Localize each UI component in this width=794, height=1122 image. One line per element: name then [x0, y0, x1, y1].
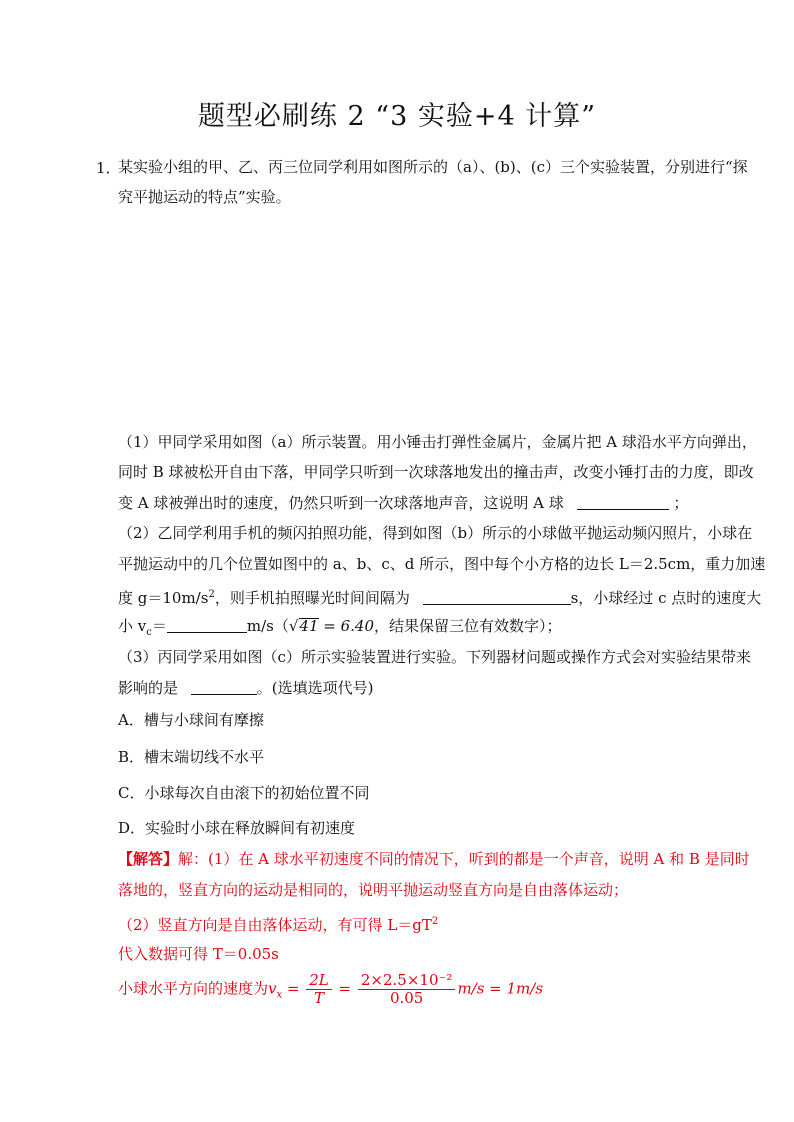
part3-line-2-end: 。(选填选项代号) — [256, 679, 374, 697]
part2-line-4-end: ，结果保留三位有效数字）； — [374, 617, 562, 635]
part3-line-2-text: 影响的是 — [118, 679, 179, 697]
answer-line-5 — [118, 972, 543, 1007]
part2-line-3-sup: 2 — [208, 589, 215, 600]
fraction-2-denominator: 0.05 — [389, 989, 424, 1007]
part2-line-2: 平抛运动中的几个位置如图中的 a、b、c、d 所示，图中每个小方格的边长 L＝2.5cm，重力加速 — [118, 555, 766, 573]
vx-symbol: v — [268, 979, 277, 998]
equals-1: = — [282, 979, 305, 998]
figure-placeholder-area — [118, 215, 698, 410]
fraction-1-numerator: 2L — [306, 972, 332, 990]
vx-subscript: x — [276, 989, 283, 1001]
part2-line-3-mid: ，则手机拍照曝光时间间隔为 — [214, 589, 410, 607]
equals-2: = — [333, 979, 356, 998]
page-title: 题型必刷练 2 “3 实验+4 计算” — [197, 101, 597, 132]
answer-line-1 — [118, 849, 750, 869]
part2-line-3-text: 度 g＝10m/s — [118, 589, 209, 607]
part1-line-3 — [118, 493, 688, 513]
part2-line-4-eq: ＝ — [151, 617, 167, 635]
answer-line-3-text: （2）竖直方向是自由落体运动，有可得 L＝gT — [118, 916, 432, 934]
option-b: B．槽末端切线不水平 — [118, 748, 265, 766]
velocity-result: m/s = 1m/s — [457, 979, 544, 998]
part1-line-3-end: ； — [673, 494, 689, 512]
sqrt-value: = 6.40 — [318, 617, 375, 635]
answer-line-3-sup: 2 — [431, 916, 439, 927]
answer-line-5-text: 小球水平方向的速度为 — [118, 979, 269, 998]
option-a: A．槽与小球间有摩擦 — [118, 711, 264, 729]
part3-line-2 — [118, 678, 374, 698]
question-number: 1． — [96, 159, 121, 177]
answer-blank-2[interactable] — [423, 590, 571, 605]
answer-label: 【解答】 — [118, 850, 179, 868]
part3-line-1: （3）丙同学采用如图（c）所示实验装置进行实验。下列器材问题或操作方式会对实验结果带来 — [118, 648, 751, 666]
answer-blank-3[interactable] — [167, 618, 247, 633]
sqrt-sign: √ — [288, 617, 299, 635]
part2-line-3 — [118, 585, 761, 608]
fraction-2-numerator: 2×2.5×10⁻² — [358, 972, 456, 990]
part1-line-1: （1）甲同学采用如图（a）所示装置。用小锤击打弹性金属片，金属片把 A 球沿水平方向弹出， — [118, 433, 757, 451]
fraction-numeric — [358, 972, 456, 1007]
part1-line-3-text: 变 A 球被弹出时的速度，仍然只听到一次球落地声音，这说明 A 球 — [118, 494, 564, 512]
part1-line-2: 同时 B 球被松开自由下落，甲同学只听到一次球落地发出的撞击声，改变小锤打击的力度，即改 — [118, 463, 754, 481]
answer-line-4: 代入数据可得 T＝0.05s — [118, 945, 279, 963]
part2-line-4 — [118, 616, 562, 643]
option-c: C．小球每次自由滚下的初始位置不同 — [118, 784, 370, 802]
part2-line-4-sub: c — [146, 627, 152, 638]
sqrt-argument: 41 — [299, 617, 319, 635]
answer-blank-4[interactable] — [191, 680, 257, 695]
answer-line-1-text: 解：(1）在 A 球水平初速度不同的情况下，听到的都是一个声音，说明 A 和 B 是同时 — [178, 850, 750, 868]
answer-line-3 — [118, 912, 438, 935]
answer-line-2: 落地的，竖直方向的运动是相同的，说明平抛运动竖直方向是自由落体运动； — [118, 881, 629, 899]
part2-line-4-unit: m/s（ — [246, 617, 289, 635]
part2-line-3-end: s，小球经过 c 点时的速度大 — [570, 589, 762, 607]
answer-blank-1[interactable] — [577, 495, 669, 510]
fraction-2L-over-T — [306, 972, 332, 1007]
option-d: D．实验时小球在释放瞬间有初速度 — [118, 819, 356, 837]
part2-line-4-text: 小 v — [118, 617, 147, 635]
question-stem-line-1: 某实验小组的甲、乙、丙三位同学利用如图所示的（a）、(b)、(c）三个实验装置，分别进行“探 — [118, 158, 748, 176]
question-stem-line-2: 究平抛运动的特点”实验。 — [118, 188, 291, 206]
fraction-1-denominator: T — [314, 989, 325, 1007]
part2-line-1: （2）乙同学利用手机的频闪拍照功能，得到如图（b）所示的小球做平抛运动频闪照片，小球在 — [118, 524, 753, 542]
